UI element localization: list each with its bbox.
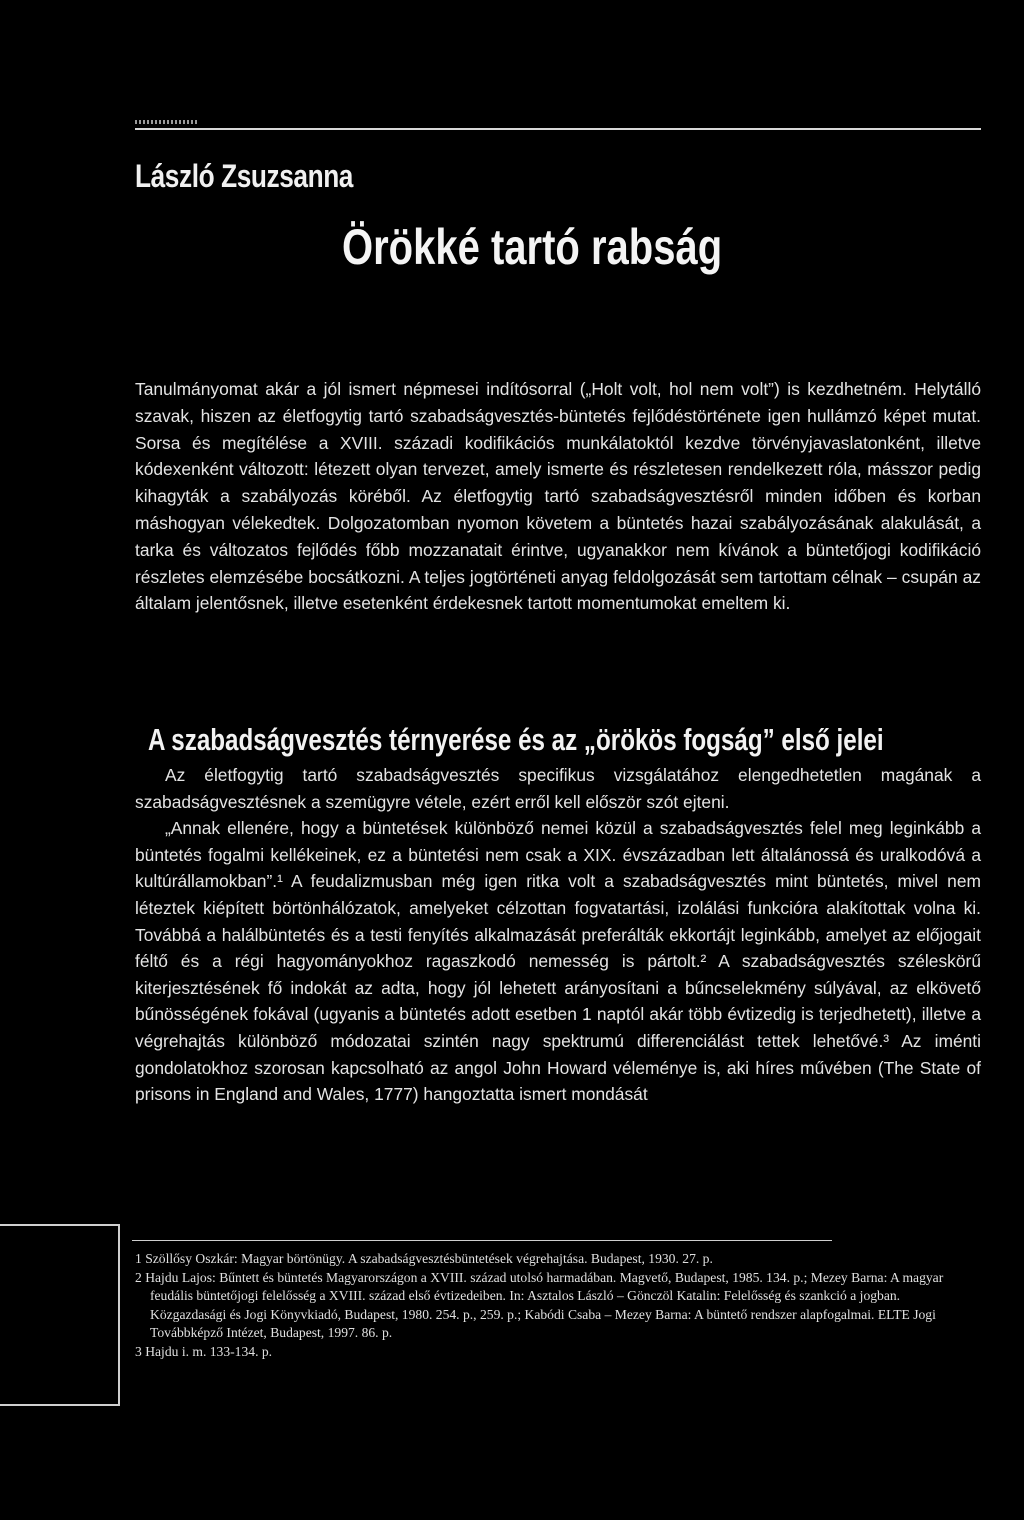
section-body — [135, 762, 981, 1108]
footnote-frame-top — [0, 1224, 120, 1226]
header-decoration — [135, 120, 197, 124]
footnote-2: 2 Hajdu Lajos: Bűntett és büntetés Magyarországon a XVIII. század utolsó harmadában. Magvető, Budapest, 1985. 134. p.; Mezey Barna: A magyar feudális büntetőjogi felelősség a XVIII. század első évtizedeiben. In: Asztalos László – Gönczöl Katalin: Felelősség és szankció a jogban. Közgazdasági és Jogi Könyvkiadó, Budapest, 1980. 254. p., 259. p.; Kabódi Csaba – Mezey Barna: A büntető rendszer alapfogalmai. ELTE Jogi Továbbképző Intézet, Budapest, 1997. 86. p. — [135, 1269, 944, 1340]
footnotes — [135, 1250, 957, 1361]
article-title: Örökké tartó rabság — [342, 219, 723, 275]
body-paragraph: „Annak ellenére, hogy a büntetések különböző nemei közül a szabadságvesztés felel meg leginkább a büntetés fogalmi kellékeinek, ez a büntetési nem csak a XIX. évszázadban lett általánossá és uralkodóvá a kultúrállamokban”.¹ A feudalizmusban még igen ritka volt a szabadságvesztés mint büntetés, mivel nem léteztek kiépített börtönhálózatok, amelyeket célzottan fogvatartási, izolálási funkcióra alakítottak volna ki. Továbbá a halálbüntetés és a testi fenyítés alkalmazását preferálták ekkortájt leginkább, amelyet az előjogait féltő és a régi hagyományokhoz ragaszkodó nemesség is pártolt.² A szabadságvesztés széleskörű kiterjesztésének fő indokát az adta, hogy jól lehetett arányosítani a bűncselekmény súlyával, az elkövető bűnösségének fokával (ugyanis a büntetés adott esetben 1 naptól akár több évtizedig is terjedhetett), illetve a végrehajtás különböző módozatai szintén nagy spektrumú differenciálást tettek lehetővé.³ Az iménti gondolatokhoz szorosan kapcsolható az angol John Howard véleménye is, aki híres művében (The State of prisons in England and Wales, 1777) hangoztatta ismert mondását — [135, 818, 981, 1105]
footnote-frame-side — [118, 1224, 120, 1406]
footnote-3: 3 Hajdu i. m. 133-134. p. — [135, 1343, 273, 1359]
section-heading: A szabadságvesztés térnyerése és az „örökös fogság” első jelei — [148, 722, 884, 757]
footnote-1: 1 Szöllősy Oszkár: Magyar börtönügy. A szabadságvesztésbüntetések végrehajtása. Budapest, 1930. 27. p. — [135, 1251, 713, 1266]
footnote-frame-bottom — [0, 1404, 120, 1406]
author-name: László Zsuzsanna — [135, 158, 353, 194]
header-rule — [135, 128, 981, 130]
intro-paragraph: Tanulmányomat akár a jól ismert népmesei indítósorral („Holt volt, hol nem volt”) is kezdhetném. Helytálló szavak, hiszen az életfogytig tartó szabadságvesztés-büntetés fejlődéstörténete igen hullámzó képet mutat. Sorsa és megítélése a XVIII. századi kodifikációs munkálatoktól kezdve törvényjavaslatonként, illetve kódexenként változott: létezett olyan tervezet, amely ismerte és részletesen rendelkezett róla, másszor pedig kihagyták a szabályozás köréből. Az életfogytig tartó szabadságvesztésről minden időben és korban máshogyan vélekedtek. Dolgozatomban nyomon követem a büntetés hazai szabályozásának alakulását, a tarka és változatos fejlődés főbb mozzanatait érintve, ugyanakkor nem kívánok a büntetőjogi kodifikáció részletes elemzésébe bocsátkozni. A teljes jogtörténeti anyag feldolgozását sem tartottam célnak – csupán az általam jelentősnek, illetve esetenként érdekesnek tartott momentumokat emeltem ki. — [135, 379, 981, 614]
footnote-separator — [132, 1240, 832, 1241]
body-paragraph: Az életfogytig tartó szabadságvesztés specifikus vizsgálatához elengedhetetlen magának a szabadságvesztésnek a szemügyre vétele, ezért erről kell először szót ejteni. — [135, 765, 981, 812]
